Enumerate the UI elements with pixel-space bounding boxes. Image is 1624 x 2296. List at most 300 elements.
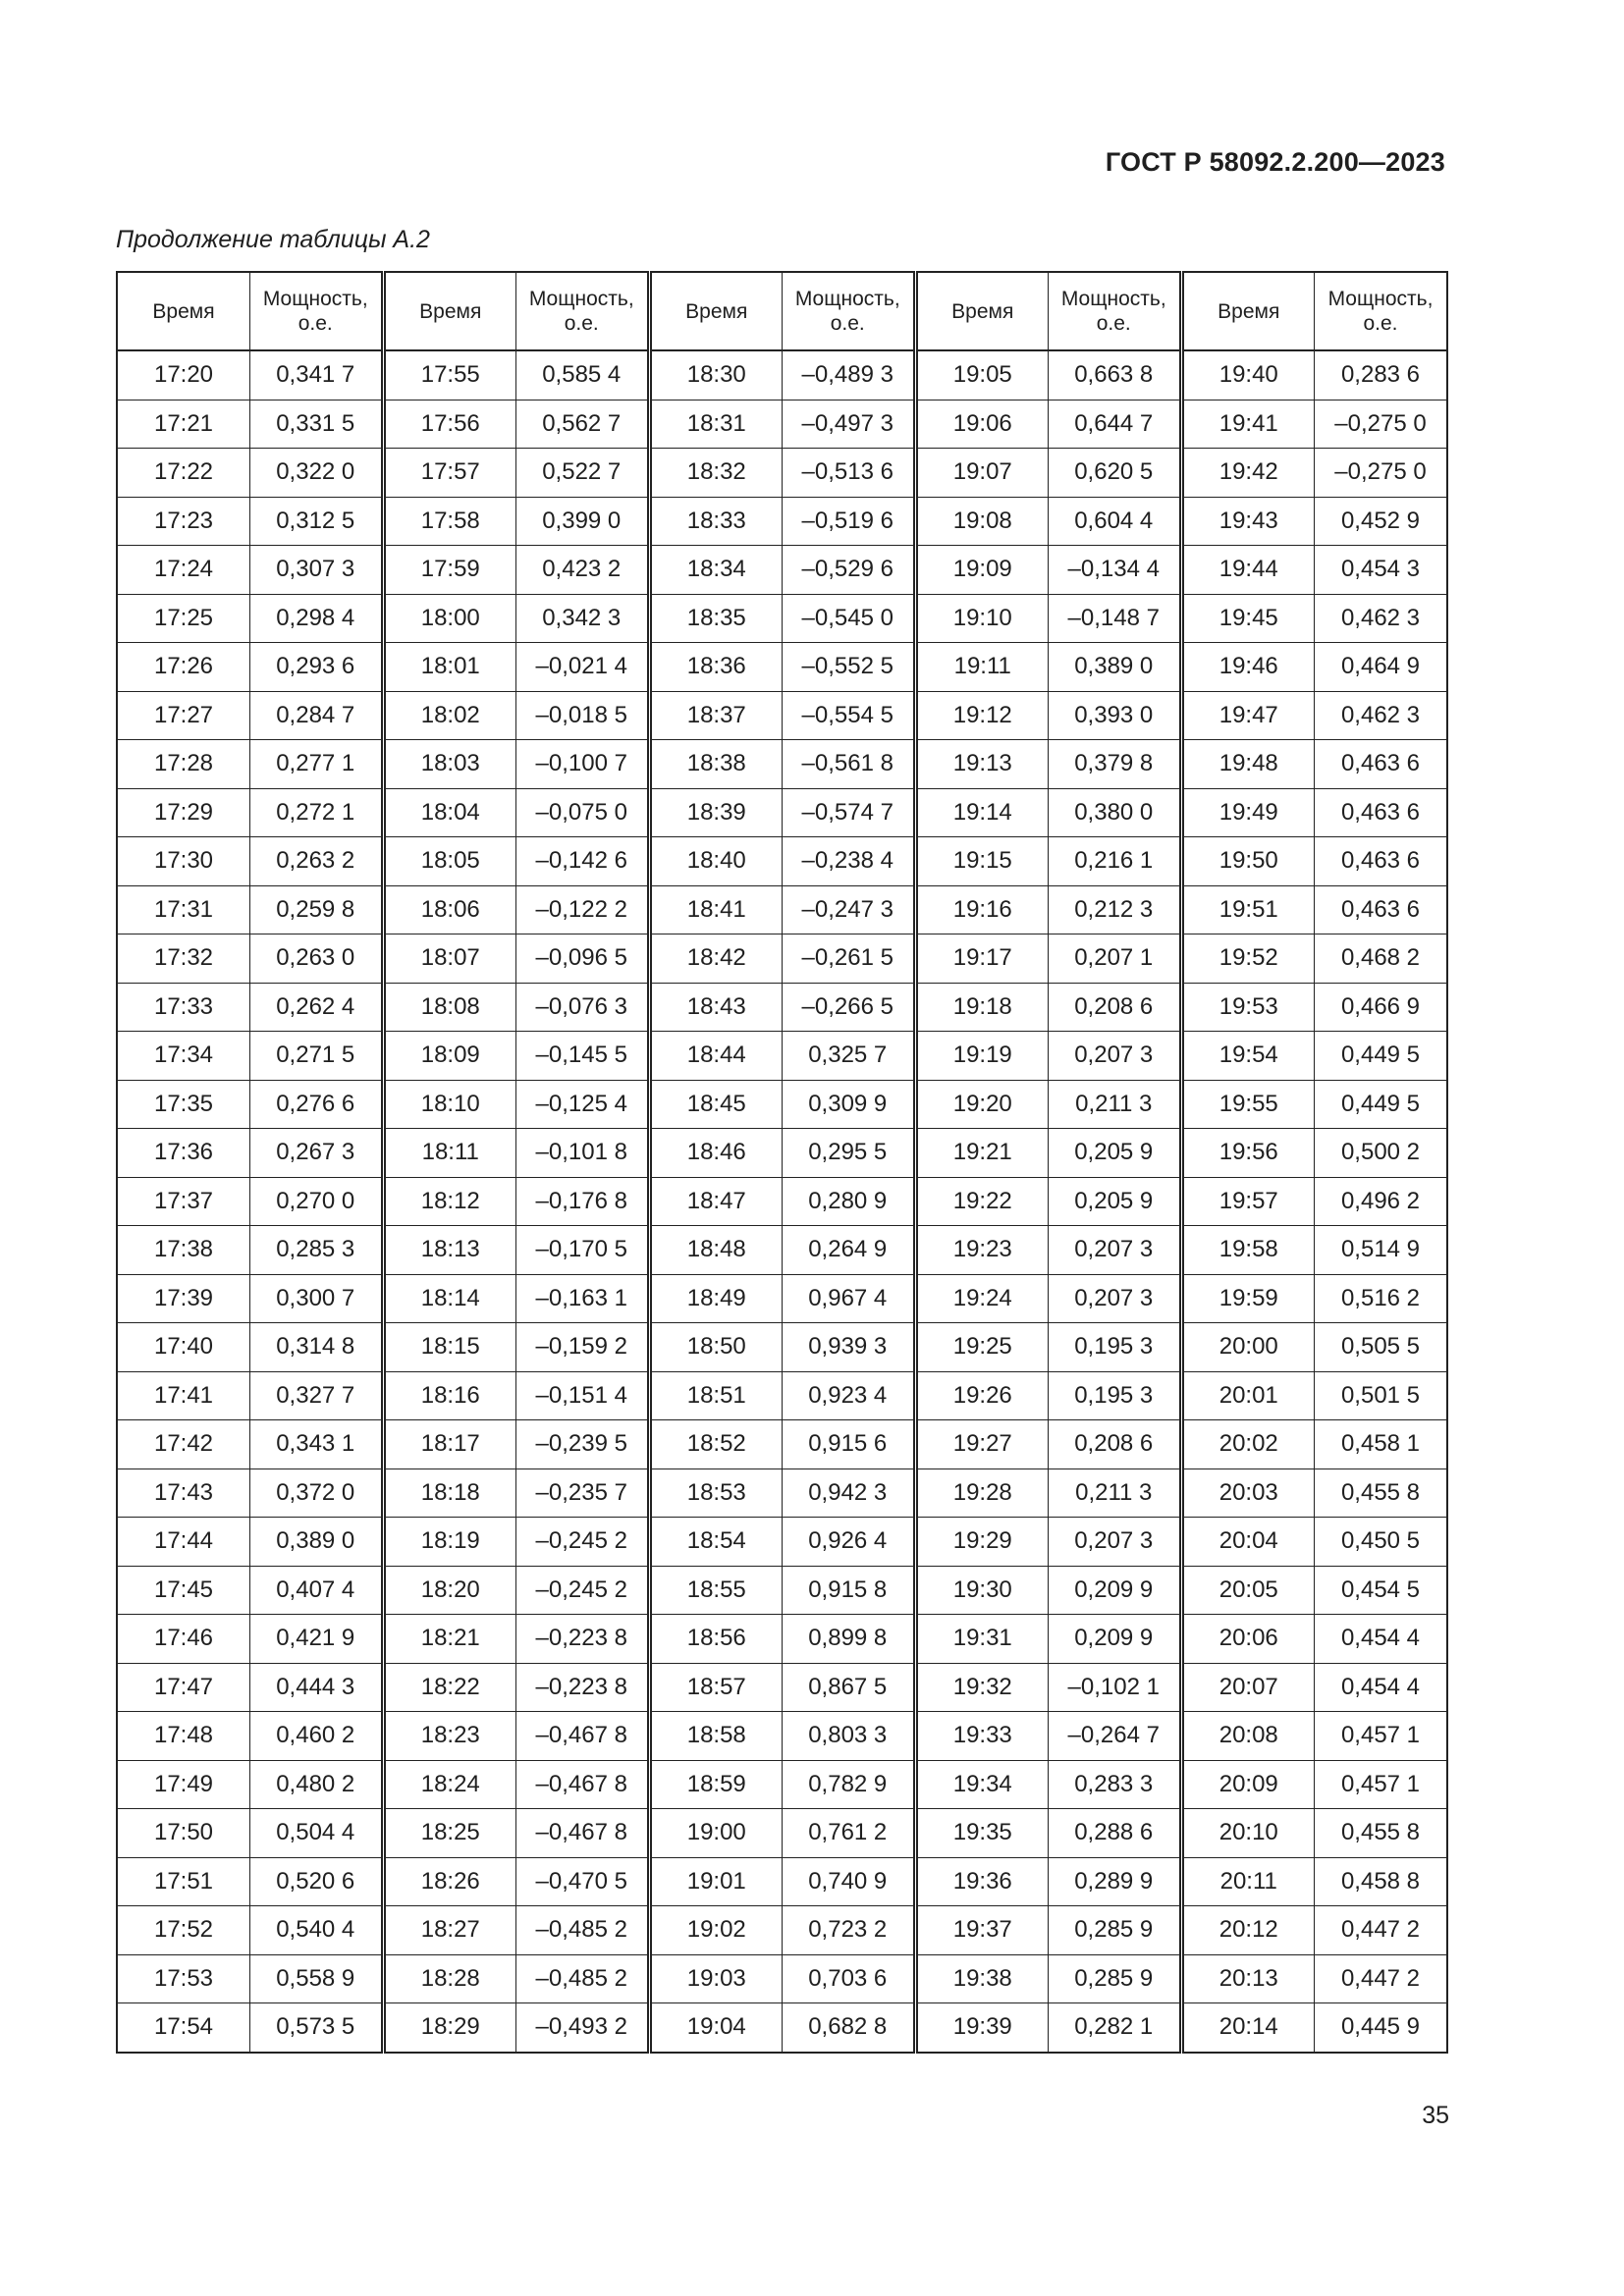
power-cell: 0,663 8 — [1049, 350, 1182, 400]
power-cell: 0,272 1 — [250, 788, 384, 837]
power-cell: 0,504 4 — [250, 1809, 384, 1858]
power-cell: –0,100 7 — [516, 740, 650, 789]
power-cell: 0,458 1 — [1315, 1420, 1448, 1469]
time-cell: 19:32 — [915, 1663, 1049, 1712]
time-cell: 19:45 — [1181, 594, 1315, 643]
power-cell: 0,263 0 — [250, 934, 384, 984]
time-cell: 18:40 — [649, 837, 783, 886]
power-cell: 0,211 3 — [1049, 1468, 1182, 1518]
power-cell: 0,285 3 — [250, 1226, 384, 1275]
table-row — [117, 1177, 1447, 1226]
power-cell: 0,380 0 — [1049, 788, 1182, 837]
table-row — [117, 546, 1447, 595]
power-cell: 0,454 4 — [1315, 1663, 1448, 1712]
power-cell: –0,223 8 — [516, 1663, 650, 1712]
time-cell: 18:06 — [383, 885, 516, 934]
power-cell: 0,462 3 — [1315, 691, 1448, 740]
time-cell: 19:03 — [649, 1954, 783, 2003]
power-cell: –0,238 4 — [783, 837, 916, 886]
time-cell: 19:50 — [1181, 837, 1315, 886]
power-cell: 0,500 2 — [1315, 1129, 1448, 1178]
power-cell: 0,463 6 — [1315, 740, 1448, 789]
time-cell: 19:17 — [915, 934, 1049, 984]
time-cell: 20:14 — [1181, 2003, 1315, 2053]
power-cell: 0,514 9 — [1315, 1226, 1448, 1275]
power-cell: 0,496 2 — [1315, 1177, 1448, 1226]
header-time: Время — [117, 272, 250, 350]
power-cell: 0,331 5 — [250, 400, 384, 449]
power-cell: –0,261 5 — [783, 934, 916, 984]
time-cell: 17:25 — [117, 594, 250, 643]
power-cell: –0,470 5 — [516, 1857, 650, 1906]
power-cell: 0,562 7 — [516, 400, 650, 449]
power-cell: –0,467 8 — [516, 1760, 650, 1809]
time-cell: 19:34 — [915, 1760, 1049, 1809]
time-cell: 17:57 — [383, 449, 516, 498]
time-cell: 18:09 — [383, 1032, 516, 1081]
power-cell: 0,271 5 — [250, 1032, 384, 1081]
time-cell: 20:10 — [1181, 1809, 1315, 1858]
time-cell: 18:27 — [383, 1906, 516, 1955]
power-cell: 0,267 3 — [250, 1129, 384, 1178]
power-cell: 0,682 8 — [783, 2003, 916, 2053]
time-cell: 17:20 — [117, 350, 250, 400]
time-cell: 19:06 — [915, 400, 1049, 449]
time-cell: 20:06 — [1181, 1615, 1315, 1664]
time-cell: 19:57 — [1181, 1177, 1315, 1226]
time-cell: 19:41 — [1181, 400, 1315, 449]
time-cell: 19:28 — [915, 1468, 1049, 1518]
power-cell: 0,264 9 — [783, 1226, 916, 1275]
time-cell: 17:46 — [117, 1615, 250, 1664]
time-cell: 20:05 — [1181, 1566, 1315, 1615]
table-row — [117, 1906, 1447, 1955]
time-cell: 17:41 — [117, 1371, 250, 1420]
power-cell: 0,295 5 — [783, 1129, 916, 1178]
power-cell: 0,505 5 — [1315, 1323, 1448, 1372]
time-cell: 19:36 — [915, 1857, 1049, 1906]
time-cell: 18:11 — [383, 1129, 516, 1178]
power-cell: 0,195 3 — [1049, 1323, 1182, 1372]
time-cell: 20:00 — [1181, 1323, 1315, 1372]
header-power: Мощность, о.е. — [516, 272, 650, 350]
power-cell: 0,208 6 — [1049, 1420, 1182, 1469]
time-cell: 19:42 — [1181, 449, 1315, 498]
power-cell: 0,276 6 — [250, 1080, 384, 1129]
table-row — [117, 1663, 1447, 1712]
power-cell: 0,520 6 — [250, 1857, 384, 1906]
time-cell: 17:52 — [117, 1906, 250, 1955]
time-cell: 19:07 — [915, 449, 1049, 498]
time-cell: 18:28 — [383, 1954, 516, 2003]
power-cell: 0,283 3 — [1049, 1760, 1182, 1809]
table-row — [117, 1857, 1447, 1906]
power-cell: –0,018 5 — [516, 691, 650, 740]
power-cell: –0,489 3 — [783, 350, 916, 400]
time-cell: 19:40 — [1181, 350, 1315, 400]
time-cell: 17:40 — [117, 1323, 250, 1372]
power-cell: 0,761 2 — [783, 1809, 916, 1858]
power-cell: 0,703 6 — [783, 1954, 916, 2003]
time-cell: 17:28 — [117, 740, 250, 789]
table-row — [117, 449, 1447, 498]
table-row — [117, 983, 1447, 1032]
power-cell: –0,148 7 — [1049, 594, 1182, 643]
power-cell: 0,516 2 — [1315, 1274, 1448, 1323]
time-cell: 19:47 — [1181, 691, 1315, 740]
power-cell: 0,205 9 — [1049, 1129, 1182, 1178]
time-cell: 19:55 — [1181, 1080, 1315, 1129]
time-cell: 18:20 — [383, 1566, 516, 1615]
header-time: Время — [383, 272, 516, 350]
power-cell: –0,485 2 — [516, 1954, 650, 2003]
table-row — [117, 1274, 1447, 1323]
power-cell: 0,322 0 — [250, 449, 384, 498]
page-number: 35 — [1422, 2102, 1449, 2129]
time-cell: 18:49 — [649, 1274, 783, 1323]
power-cell: 0,457 1 — [1315, 1760, 1448, 1809]
time-cell: 18:05 — [383, 837, 516, 886]
time-cell: 17:27 — [117, 691, 250, 740]
power-cell: –0,134 4 — [1049, 546, 1182, 595]
time-cell: 17:44 — [117, 1518, 250, 1567]
time-cell: 20:13 — [1181, 1954, 1315, 2003]
time-cell: 19:49 — [1181, 788, 1315, 837]
power-cell: 0,723 2 — [783, 1906, 916, 1955]
table-row — [117, 740, 1447, 789]
power-cell: –0,122 2 — [516, 885, 650, 934]
time-cell: 19:21 — [915, 1129, 1049, 1178]
power-cell: 0,452 9 — [1315, 497, 1448, 546]
power-cell: –0,266 5 — [783, 983, 916, 1032]
power-cell: 0,298 4 — [250, 594, 384, 643]
time-cell: 19:02 — [649, 1906, 783, 1955]
power-cell: –0,101 8 — [516, 1129, 650, 1178]
time-cell: 18:21 — [383, 1615, 516, 1664]
time-cell: 19:22 — [915, 1177, 1049, 1226]
power-cell: 0,899 8 — [783, 1615, 916, 1664]
time-cell: 18:07 — [383, 934, 516, 984]
power-cell: 0,208 6 — [1049, 983, 1182, 1032]
power-cell: 0,522 7 — [516, 449, 650, 498]
power-cell: –0,102 1 — [1049, 1663, 1182, 1712]
power-cell: –0,497 3 — [783, 400, 916, 449]
time-cell: 17:59 — [383, 546, 516, 595]
time-cell: 19:11 — [915, 643, 1049, 692]
time-cell: 19:54 — [1181, 1032, 1315, 1081]
time-cell: 19:38 — [915, 1954, 1049, 2003]
power-cell: –0,245 2 — [516, 1566, 650, 1615]
power-cell: 0,463 6 — [1315, 788, 1448, 837]
time-cell: 17:30 — [117, 837, 250, 886]
power-cell: 0,447 2 — [1315, 1906, 1448, 1955]
time-cell: 17:31 — [117, 885, 250, 934]
time-cell: 19:19 — [915, 1032, 1049, 1081]
header-time: Время — [1181, 272, 1315, 350]
power-cell: 0,307 3 — [250, 546, 384, 595]
power-cell: –0,176 8 — [516, 1177, 650, 1226]
power-cell: –0,529 6 — [783, 546, 916, 595]
time-cell: 17:58 — [383, 497, 516, 546]
time-cell: 17:23 — [117, 497, 250, 546]
time-cell: 18:15 — [383, 1323, 516, 1372]
power-cell: 0,277 1 — [250, 740, 384, 789]
power-cell: –0,467 8 — [516, 1809, 650, 1858]
power-cell: –0,275 0 — [1315, 449, 1448, 498]
time-cell: 18:00 — [383, 594, 516, 643]
power-cell: –0,142 6 — [516, 837, 650, 886]
power-cell: 0,458 8 — [1315, 1857, 1448, 1906]
power-cell: 0,195 3 — [1049, 1371, 1182, 1420]
time-cell: 18:18 — [383, 1468, 516, 1518]
time-cell: 18:08 — [383, 983, 516, 1032]
time-cell: 20:07 — [1181, 1663, 1315, 1712]
power-cell: 0,942 3 — [783, 1468, 916, 1518]
table-caption: Продолжение таблицы А.2 — [116, 226, 430, 253]
power-cell: 0,300 7 — [250, 1274, 384, 1323]
time-cell: 19:26 — [915, 1371, 1049, 1420]
time-cell: 17:47 — [117, 1663, 250, 1712]
table-row — [117, 1712, 1447, 1761]
power-cell: –0,159 2 — [516, 1323, 650, 1372]
time-cell: 18:23 — [383, 1712, 516, 1761]
time-cell: 19:46 — [1181, 643, 1315, 692]
power-cell: 0,967 4 — [783, 1274, 916, 1323]
power-cell: 0,270 0 — [250, 1177, 384, 1226]
time-cell: 18:41 — [649, 885, 783, 934]
power-cell: 0,207 3 — [1049, 1032, 1182, 1081]
time-cell: 19:52 — [1181, 934, 1315, 984]
time-cell: 17:53 — [117, 1954, 250, 2003]
time-cell: 18:35 — [649, 594, 783, 643]
power-cell: 0,209 9 — [1049, 1566, 1182, 1615]
table-row — [117, 1954, 1447, 2003]
power-cell: 0,468 2 — [1315, 934, 1448, 984]
time-cell: 19:44 — [1181, 546, 1315, 595]
time-cell: 17:36 — [117, 1129, 250, 1178]
power-cell: 0,460 2 — [250, 1712, 384, 1761]
power-cell: 0,342 3 — [516, 594, 650, 643]
power-cell: 0,454 3 — [1315, 546, 1448, 595]
time-cell: 18:56 — [649, 1615, 783, 1664]
time-cell: 18:54 — [649, 1518, 783, 1567]
table-row — [117, 1371, 1447, 1420]
power-cell: –0,170 5 — [516, 1226, 650, 1275]
time-cell: 18:16 — [383, 1371, 516, 1420]
power-cell: 0,282 1 — [1049, 2003, 1182, 2053]
power-cell: 0,463 6 — [1315, 837, 1448, 886]
time-cell: 17:38 — [117, 1226, 250, 1275]
time-cell: 20:08 — [1181, 1712, 1315, 1761]
power-data-table — [116, 271, 1448, 2054]
time-cell: 18:33 — [649, 497, 783, 546]
power-cell: 0,407 4 — [250, 1566, 384, 1615]
time-cell: 17:35 — [117, 1080, 250, 1129]
time-cell: 17:26 — [117, 643, 250, 692]
power-cell: 0,444 3 — [250, 1663, 384, 1712]
time-cell: 18:38 — [649, 740, 783, 789]
time-cell: 19:43 — [1181, 497, 1315, 546]
time-cell: 19:09 — [915, 546, 1049, 595]
time-cell: 19:29 — [915, 1518, 1049, 1567]
time-cell: 20:12 — [1181, 1906, 1315, 1955]
power-cell: 0,421 9 — [250, 1615, 384, 1664]
time-cell: 18:48 — [649, 1226, 783, 1275]
power-cell: 0,447 2 — [1315, 1954, 1448, 2003]
time-cell: 18:17 — [383, 1420, 516, 1469]
power-cell: –0,151 4 — [516, 1371, 650, 1420]
power-cell: 0,285 9 — [1049, 1954, 1182, 2003]
time-cell: 18:22 — [383, 1663, 516, 1712]
table-row — [117, 1323, 1447, 1372]
time-cell: 19:51 — [1181, 885, 1315, 934]
power-cell: –0,096 5 — [516, 934, 650, 984]
power-cell: 0,343 1 — [250, 1420, 384, 1469]
power-cell: 0,915 8 — [783, 1566, 916, 1615]
table-row — [117, 1615, 1447, 1664]
time-cell: 17:39 — [117, 1274, 250, 1323]
power-cell: 0,207 3 — [1049, 1518, 1182, 1567]
time-cell: 19:12 — [915, 691, 1049, 740]
time-cell: 17:32 — [117, 934, 250, 984]
power-cell: 0,915 6 — [783, 1420, 916, 1469]
time-cell: 20:04 — [1181, 1518, 1315, 1567]
power-cell: –0,125 4 — [516, 1080, 650, 1129]
time-cell: 18:51 — [649, 1371, 783, 1420]
time-cell: 19:20 — [915, 1080, 1049, 1129]
power-cell: 0,573 5 — [250, 2003, 384, 2053]
time-cell: 17:49 — [117, 1760, 250, 1809]
time-cell: 18:44 — [649, 1032, 783, 1081]
table-row — [117, 837, 1447, 886]
power-cell: 0,209 9 — [1049, 1615, 1182, 1664]
time-cell: 18:25 — [383, 1809, 516, 1858]
time-cell: 18:30 — [649, 350, 783, 400]
power-cell: 0,455 8 — [1315, 1468, 1448, 1518]
time-cell: 19:08 — [915, 497, 1049, 546]
time-cell: 18:37 — [649, 691, 783, 740]
table-header-row — [117, 272, 1447, 350]
power-cell: 0,372 0 — [250, 1468, 384, 1518]
time-cell: 17:51 — [117, 1857, 250, 1906]
time-cell: 18:53 — [649, 1468, 783, 1518]
power-cell: 0,207 1 — [1049, 934, 1182, 984]
document-code: ГОСТ Р 58092.2.200—2023 — [1105, 147, 1445, 177]
power-cell: 0,341 7 — [250, 350, 384, 400]
time-cell: 18:24 — [383, 1760, 516, 1809]
time-cell: 19:56 — [1181, 1129, 1315, 1178]
power-cell: 0,454 4 — [1315, 1615, 1448, 1664]
time-cell: 18:45 — [649, 1080, 783, 1129]
time-cell: 19:01 — [649, 1857, 783, 1906]
power-cell: –0,264 7 — [1049, 1712, 1182, 1761]
power-cell: 0,314 8 — [250, 1323, 384, 1372]
time-cell: 18:26 — [383, 1857, 516, 1906]
time-cell: 20:02 — [1181, 1420, 1315, 1469]
power-cell: 0,501 5 — [1315, 1371, 1448, 1420]
table-row — [117, 691, 1447, 740]
power-cell: 0,207 3 — [1049, 1226, 1182, 1275]
table-row — [117, 2003, 1447, 2053]
power-cell: 0,280 9 — [783, 1177, 916, 1226]
time-cell: 18:59 — [649, 1760, 783, 1809]
table-body — [117, 350, 1447, 2053]
power-cell: 0,464 9 — [1315, 643, 1448, 692]
power-cell: 0,454 5 — [1315, 1566, 1448, 1615]
power-cell: 0,285 9 — [1049, 1906, 1182, 1955]
time-cell: 19:59 — [1181, 1274, 1315, 1323]
time-cell: 20:03 — [1181, 1468, 1315, 1518]
power-cell: 0,867 5 — [783, 1663, 916, 1712]
time-cell: 19:18 — [915, 983, 1049, 1032]
time-cell: 19:10 — [915, 594, 1049, 643]
power-cell: –0,145 5 — [516, 1032, 650, 1081]
data-table-container — [116, 271, 1448, 2054]
time-cell: 20:09 — [1181, 1760, 1315, 1809]
time-cell: 18:43 — [649, 983, 783, 1032]
time-cell: 20:11 — [1181, 1857, 1315, 1906]
header-power: Мощность, о.е. — [1315, 272, 1448, 350]
time-cell: 18:02 — [383, 691, 516, 740]
power-cell: –0,545 0 — [783, 594, 916, 643]
power-cell: 0,803 3 — [783, 1712, 916, 1761]
table-row — [117, 1129, 1447, 1178]
table-row — [117, 788, 1447, 837]
power-cell: –0,552 5 — [783, 643, 916, 692]
power-cell: –0,561 8 — [783, 740, 916, 789]
time-cell: 17:45 — [117, 1566, 250, 1615]
power-cell: 0,327 7 — [250, 1371, 384, 1420]
power-cell: 0,312 5 — [250, 497, 384, 546]
power-cell: 0,462 3 — [1315, 594, 1448, 643]
power-cell: 0,939 3 — [783, 1323, 916, 1372]
time-cell: 19:27 — [915, 1420, 1049, 1469]
time-cell: 18:57 — [649, 1663, 783, 1712]
power-cell: –0,247 3 — [783, 885, 916, 934]
power-cell: 0,540 4 — [250, 1906, 384, 1955]
power-cell: 0,393 0 — [1049, 691, 1182, 740]
header-power: Мощность, о.е. — [1049, 272, 1182, 350]
power-cell: 0,389 0 — [1049, 643, 1182, 692]
time-cell: 17:37 — [117, 1177, 250, 1226]
power-cell: 0,423 2 — [516, 546, 650, 595]
time-cell: 18:03 — [383, 740, 516, 789]
time-cell: 19:24 — [915, 1274, 1049, 1323]
power-cell: –0,554 5 — [783, 691, 916, 740]
power-cell: –0,235 7 — [516, 1468, 650, 1518]
power-cell: –0,223 8 — [516, 1615, 650, 1664]
power-cell: 0,463 6 — [1315, 885, 1448, 934]
time-cell: 18:10 — [383, 1080, 516, 1129]
table-row — [117, 1226, 1447, 1275]
time-cell: 17:21 — [117, 400, 250, 449]
time-cell: 18:55 — [649, 1566, 783, 1615]
power-cell: –0,076 3 — [516, 983, 650, 1032]
power-cell: 0,740 9 — [783, 1857, 916, 1906]
power-cell: 0,457 1 — [1315, 1712, 1448, 1761]
time-cell: 19:00 — [649, 1809, 783, 1858]
power-cell: 0,604 4 — [1049, 497, 1182, 546]
time-cell: 19:23 — [915, 1226, 1049, 1275]
table-row — [117, 1080, 1447, 1129]
time-cell: 17:50 — [117, 1809, 250, 1858]
time-cell: 19:25 — [915, 1323, 1049, 1372]
time-cell: 17:43 — [117, 1468, 250, 1518]
power-cell: 0,212 3 — [1049, 885, 1182, 934]
time-cell: 19:05 — [915, 350, 1049, 400]
time-cell: 18:36 — [649, 643, 783, 692]
time-cell: 17:29 — [117, 788, 250, 837]
